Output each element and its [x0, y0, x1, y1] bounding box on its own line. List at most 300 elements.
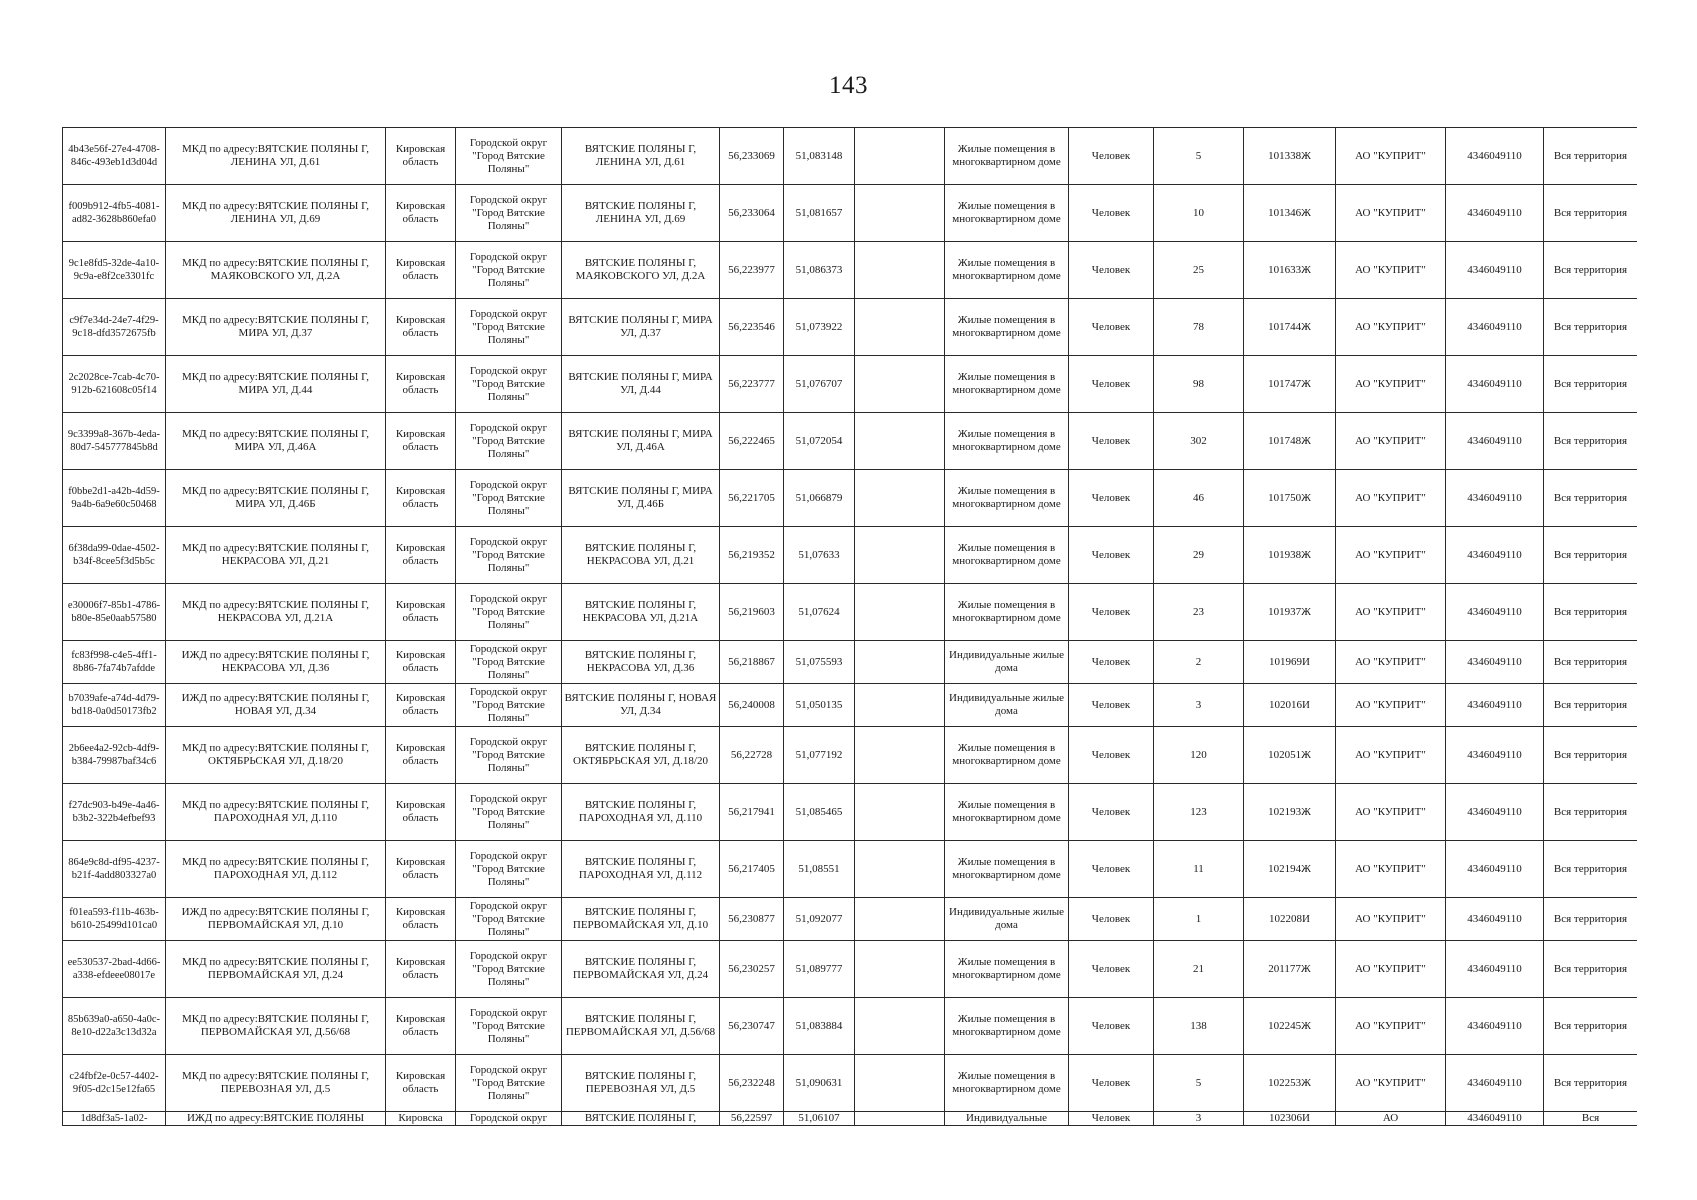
category-cell: Индивидуальные жилые дома: [945, 898, 1069, 941]
object-id-cell: 6f38da99-0dae-4502-b34f-8cee5f3d5b5c: [63, 527, 166, 584]
inn-cell: 4346049110: [1446, 128, 1544, 185]
address-cell: ВЯТСКИЕ ПОЛЯНЫ Г, МИРА УЛ, Д.46А: [562, 413, 720, 470]
inn-cell: 4346049110: [1446, 527, 1544, 584]
address-cell: ВЯТСКИЕ ПОЛЯНЫ Г, НОВАЯ УЛ, Д.34: [562, 684, 720, 727]
object-id-cell: 2b6ee4a2-92cb-4df9-b384-79987baf34c6: [63, 727, 166, 784]
empty-cell: [855, 413, 945, 470]
count-cell: 3: [1154, 684, 1244, 727]
district-cell: Городской округ "Город Вятские Поляны": [456, 128, 562, 185]
count-cell: 25: [1154, 242, 1244, 299]
object-id-cell: ee530537-2bad-4d66-a338-efdeee08017e: [63, 941, 166, 998]
region-cell: Кировская область: [386, 727, 456, 784]
inn-cell: 4346049110: [1446, 584, 1544, 641]
object-id-cell: b7039afe-a74d-4d79-bd18-0a0d50173fb2: [63, 684, 166, 727]
empty-cell: [855, 299, 945, 356]
table-row: [63, 784, 1638, 841]
table-row: [63, 185, 1638, 242]
unit-cell: Человек: [1069, 998, 1154, 1055]
district-cell: Городской округ "Город Вятские Поляны": [456, 727, 562, 784]
table-row: [63, 356, 1638, 413]
unit-cell: Человек: [1069, 128, 1154, 185]
inn-cell: 4346049110: [1446, 641, 1544, 684]
object-name-cell: МКД по адресу:ВЯТСКИЕ ПОЛЯНЫ Г, МИРА УЛ, Д.46Б: [166, 470, 386, 527]
region-cell: Кировская область: [386, 898, 456, 941]
region-cell: Кировская область: [386, 185, 456, 242]
empty-cell: [855, 242, 945, 299]
territory-cell: Вся территория: [1544, 941, 1638, 998]
longitude-cell: 51,072054: [784, 413, 855, 470]
object-name-cell: МКД по адресу:ВЯТСКИЕ ПОЛЯНЫ Г, МИРА УЛ, Д.37: [166, 299, 386, 356]
latitude-cell: 56,233064: [720, 185, 784, 242]
category-cell: Жилые помещения в многоквартирном доме: [945, 527, 1069, 584]
organization-cell: АО "КУПРИТ": [1336, 684, 1446, 727]
territory-cell: Вся территория: [1544, 998, 1638, 1055]
unit-cell: Человек: [1069, 470, 1154, 527]
table-row: [63, 413, 1638, 470]
category-cell: Жилые помещения в многоквартирном доме: [945, 784, 1069, 841]
inn-cell: 4346049110: [1446, 998, 1544, 1055]
category-cell: Индивидуальные жилые дома: [945, 684, 1069, 727]
category-cell: Жилые помещения в многоквартирном доме: [945, 413, 1069, 470]
object-id-cell: 85b639a0-a650-4a0c-8e10-d22a3c13d32a: [63, 998, 166, 1055]
code-cell: 102193Ж: [1244, 784, 1336, 841]
organization-cell: АО "КУПРИТ": [1336, 898, 1446, 941]
unit-cell: Человек: [1069, 185, 1154, 242]
code-cell: 101969И: [1244, 641, 1336, 684]
object-name-cell: ИЖД по адресу:ВЯТСКИЕ ПОЛЯНЫ: [166, 1112, 386, 1126]
region-cell: Кировская область: [386, 841, 456, 898]
latitude-cell: 56,223546: [720, 299, 784, 356]
address-cell: ВЯТСКИЕ ПОЛЯНЫ Г, ПАРОХОДНАЯ УЛ, Д.110: [562, 784, 720, 841]
table-row: [63, 299, 1638, 356]
object-name-cell: ИЖД по адресу:ВЯТСКИЕ ПОЛЯНЫ Г, ПЕРВОМАЙСКАЯ УЛ, Д.10: [166, 898, 386, 941]
latitude-cell: 56,222465: [720, 413, 784, 470]
organization-cell: АО "КУПРИТ": [1336, 841, 1446, 898]
longitude-cell: 51,085465: [784, 784, 855, 841]
table-row: [63, 998, 1638, 1055]
region-cell: Кировская область: [386, 413, 456, 470]
organization-cell: АО "КУПРИТ": [1336, 941, 1446, 998]
inn-cell: 4346049110: [1446, 898, 1544, 941]
region-cell: Кировская область: [386, 1055, 456, 1112]
address-cell: ВЯТСКИЕ ПОЛЯНЫ Г, НЕКРАСОВА УЛ, Д.36: [562, 641, 720, 684]
address-cell: ВЯТСКИЕ ПОЛЯНЫ Г, МАЯКОВСКОГО УЛ, Д.2А: [562, 242, 720, 299]
territory-cell: Вся территория: [1544, 356, 1638, 413]
district-cell: Городской округ: [456, 1112, 562, 1126]
organization-cell: АО "КУПРИТ": [1336, 356, 1446, 413]
district-cell: Городской округ "Город Вятские Поляны": [456, 641, 562, 684]
empty-cell: [855, 727, 945, 784]
organization-cell: АО "КУПРИТ": [1336, 470, 1446, 527]
inn-cell: 4346049110: [1446, 784, 1544, 841]
latitude-cell: 56,223777: [720, 356, 784, 413]
object-name-cell: МКД по адресу:ВЯТСКИЕ ПОЛЯНЫ Г, НЕКРАСОВА УЛ, Д.21: [166, 527, 386, 584]
table-row: [63, 898, 1638, 941]
territory-cell: Вся территория: [1544, 784, 1638, 841]
longitude-cell: 51,07624: [784, 584, 855, 641]
address-cell: ВЯТСКИЕ ПОЛЯНЫ Г, ЛЕНИНА УЛ, Д.69: [562, 185, 720, 242]
object-name-cell: ИЖД по адресу:ВЯТСКИЕ ПОЛЯНЫ Г, НЕКРАСОВА УЛ, Д.36: [166, 641, 386, 684]
latitude-cell: 56,232248: [720, 1055, 784, 1112]
longitude-cell: 51,086373: [784, 242, 855, 299]
territory-cell: Вся территория: [1544, 413, 1638, 470]
object-id-cell: fc83f998-c4e5-4ff1-8b86-7fa74b7afdde: [63, 641, 166, 684]
category-cell: Жилые помещения в многоквартирном доме: [945, 356, 1069, 413]
count-cell: 46: [1154, 470, 1244, 527]
table-row: [63, 684, 1638, 727]
territory-cell: Вся территория: [1544, 470, 1638, 527]
empty-cell: [855, 684, 945, 727]
count-cell: 5: [1154, 1055, 1244, 1112]
empty-cell: [855, 941, 945, 998]
region-cell: Кировская область: [386, 684, 456, 727]
object-name-cell: МКД по адресу:ВЯТСКИЕ ПОЛЯНЫ Г, ПАРОХОДНАЯ УЛ, Д.112: [166, 841, 386, 898]
count-cell: 2: [1154, 641, 1244, 684]
district-cell: Городской округ "Город Вятские Поляны": [456, 584, 562, 641]
unit-cell: Человек: [1069, 584, 1154, 641]
unit-cell: Человек: [1069, 641, 1154, 684]
latitude-cell: 56,230257: [720, 941, 784, 998]
inn-cell: 4346049110: [1446, 299, 1544, 356]
region-cell: Кировска: [386, 1112, 456, 1126]
table-row: [63, 470, 1638, 527]
longitude-cell: 51,050135: [784, 684, 855, 727]
longitude-cell: 51,07633: [784, 527, 855, 584]
inn-cell: 4346049110: [1446, 470, 1544, 527]
code-cell: 101744Ж: [1244, 299, 1336, 356]
territory-cell: Вся территория: [1544, 1055, 1638, 1112]
count-cell: 10: [1154, 185, 1244, 242]
organization-cell: АО "КУПРИТ": [1336, 242, 1446, 299]
count-cell: 78: [1154, 299, 1244, 356]
count-cell: 21: [1154, 941, 1244, 998]
latitude-cell: 56,223977: [720, 242, 784, 299]
territory-cell: Вся территория: [1544, 641, 1638, 684]
territory-cell: Вся территория: [1544, 684, 1638, 727]
code-cell: 201177Ж: [1244, 941, 1336, 998]
longitude-cell: 51,089777: [784, 941, 855, 998]
latitude-cell: 56,218867: [720, 641, 784, 684]
object-id-cell: 4b43e56f-27e4-4708-846c-493eb1d3d04d: [63, 128, 166, 185]
longitude-cell: 51,092077: [784, 898, 855, 941]
organization-cell: АО "КУПРИТ": [1336, 584, 1446, 641]
table-row: [63, 727, 1638, 784]
code-cell: 102245Ж: [1244, 998, 1336, 1055]
code-cell: 101748Ж: [1244, 413, 1336, 470]
count-cell: 120: [1154, 727, 1244, 784]
organization-cell: АО "КУПРИТ": [1336, 784, 1446, 841]
code-cell: 101633Ж: [1244, 242, 1336, 299]
territory-cell: Вся: [1544, 1112, 1638, 1126]
unit-cell: Человек: [1069, 941, 1154, 998]
object-id-cell: e30006f7-85b1-4786-b80e-85e0aab57580: [63, 584, 166, 641]
longitude-cell: 51,083884: [784, 998, 855, 1055]
longitude-cell: 51,090631: [784, 1055, 855, 1112]
empty-cell: [855, 128, 945, 185]
district-cell: Городской округ "Город Вятские Поляны": [456, 356, 562, 413]
address-cell: ВЯТСКИЕ ПОЛЯНЫ Г, МИРА УЛ, Д.37: [562, 299, 720, 356]
empty-cell: [855, 584, 945, 641]
category-cell: Жилые помещения в многоквартирном доме: [945, 470, 1069, 527]
region-cell: Кировская область: [386, 941, 456, 998]
code-cell: 102208И: [1244, 898, 1336, 941]
table-row: [63, 584, 1638, 641]
district-cell: Городской округ "Город Вятские Поляны": [456, 1055, 562, 1112]
organization-cell: АО: [1336, 1112, 1446, 1126]
longitude-cell: 51,075593: [784, 641, 855, 684]
organization-cell: АО "КУПРИТ": [1336, 998, 1446, 1055]
table-row: [63, 128, 1638, 185]
category-cell: Жилые помещения в многоквартирном доме: [945, 584, 1069, 641]
district-cell: Городской округ "Город Вятские Поляны": [456, 185, 562, 242]
address-cell: ВЯТСКИЕ ПОЛЯНЫ Г, ПАРОХОДНАЯ УЛ, Д.112: [562, 841, 720, 898]
unit-cell: Человек: [1069, 727, 1154, 784]
territory-cell: Вся территория: [1544, 584, 1638, 641]
table-row: [63, 242, 1638, 299]
category-cell: Жилые помещения в многоквартирном доме: [945, 128, 1069, 185]
object-id-cell: 864e9c8d-df95-4237-b21f-4add803327a0: [63, 841, 166, 898]
empty-cell: [855, 641, 945, 684]
longitude-cell: 51,083148: [784, 128, 855, 185]
unit-cell: Человек: [1069, 1055, 1154, 1112]
district-cell: Городской округ "Город Вятские Поляны": [456, 998, 562, 1055]
table-row: [63, 841, 1638, 898]
count-cell: 302: [1154, 413, 1244, 470]
registry-table-wrapper: [62, 127, 1637, 1190]
page-number: 143: [829, 72, 868, 99]
code-cell: 102306И: [1244, 1112, 1336, 1126]
count-cell: 23: [1154, 584, 1244, 641]
count-cell: 1: [1154, 898, 1244, 941]
category-cell: Жилые помещения в многоквартирном доме: [945, 727, 1069, 784]
latitude-cell: 56,240008: [720, 684, 784, 727]
object-id-cell: 9c1e8fd5-32de-4a10-9c9a-e8f2ce3301fc: [63, 242, 166, 299]
territory-cell: Вся территория: [1544, 242, 1638, 299]
object-name-cell: МКД по адресу:ВЯТСКИЕ ПОЛЯНЫ Г, ЛЕНИНА УЛ, Д.61: [166, 128, 386, 185]
empty-cell: [855, 898, 945, 941]
unit-cell: Человек: [1069, 684, 1154, 727]
latitude-cell: 56,22597: [720, 1112, 784, 1126]
region-cell: Кировская область: [386, 998, 456, 1055]
region-cell: Кировская область: [386, 242, 456, 299]
category-cell: Индивидуальные: [945, 1112, 1069, 1126]
code-cell: 102253Ж: [1244, 1055, 1336, 1112]
inn-cell: 4346049110: [1446, 1055, 1544, 1112]
address-cell: ВЯТСКИЕ ПОЛЯНЫ Г, ПЕРВОМАЙСКАЯ УЛ, Д.10: [562, 898, 720, 941]
organization-cell: АО "КУПРИТ": [1336, 727, 1446, 784]
organization-cell: АО "КУПРИТ": [1336, 1055, 1446, 1112]
empty-cell: [855, 998, 945, 1055]
table-row: [63, 1055, 1638, 1112]
latitude-cell: 56,233069: [720, 128, 784, 185]
empty-cell: [855, 784, 945, 841]
unit-cell: Человек: [1069, 242, 1154, 299]
inn-cell: 4346049110: [1446, 841, 1544, 898]
district-cell: Городской округ "Город Вятские Поляны": [456, 841, 562, 898]
district-cell: Городской округ "Город Вятские Поляны": [456, 470, 562, 527]
territory-cell: Вся территория: [1544, 727, 1638, 784]
latitude-cell: 56,217941: [720, 784, 784, 841]
region-cell: Кировская область: [386, 470, 456, 527]
organization-cell: АО "КУПРИТ": [1336, 527, 1446, 584]
inn-cell: 4346049110: [1446, 242, 1544, 299]
empty-cell: [855, 1112, 945, 1126]
count-cell: 29: [1154, 527, 1244, 584]
address-cell: ВЯТСКИЕ ПОЛЯНЫ Г,: [562, 1112, 720, 1126]
longitude-cell: 51,076707: [784, 356, 855, 413]
category-cell: Жилые помещения в многоквартирном доме: [945, 1055, 1069, 1112]
address-cell: ВЯТСКИЕ ПОЛЯНЫ Г, НЕКРАСОВА УЛ, Д.21: [562, 527, 720, 584]
count-cell: 138: [1154, 998, 1244, 1055]
longitude-cell: 51,077192: [784, 727, 855, 784]
code-cell: 101346Ж: [1244, 185, 1336, 242]
longitude-cell: 51,066879: [784, 470, 855, 527]
count-cell: 11: [1154, 841, 1244, 898]
unit-cell: Человек: [1069, 413, 1154, 470]
empty-cell: [855, 841, 945, 898]
territory-cell: Вся территория: [1544, 185, 1638, 242]
territory-cell: Вся территория: [1544, 841, 1638, 898]
territory-cell: Вся территория: [1544, 299, 1638, 356]
code-cell: 101937Ж: [1244, 584, 1336, 641]
district-cell: Городской округ "Город Вятские Поляны": [456, 242, 562, 299]
object-name-cell: МКД по адресу:ВЯТСКИЕ ПОЛЯНЫ Г, ПЕРЕВОЗНАЯ УЛ, Д.5: [166, 1055, 386, 1112]
organization-cell: АО "КУПРИТ": [1336, 413, 1446, 470]
object-id-cell: f01ea593-f11b-463b-b610-25499d101ca0: [63, 898, 166, 941]
count-cell: 98: [1154, 356, 1244, 413]
district-cell: Городской округ "Город Вятские Поляны": [456, 784, 562, 841]
address-cell: ВЯТСКИЕ ПОЛЯНЫ Г, МИРА УЛ, Д.46Б: [562, 470, 720, 527]
object-name-cell: МКД по адресу:ВЯТСКИЕ ПОЛЯНЫ Г, МИРА УЛ, Д.44: [166, 356, 386, 413]
category-cell: Жилые помещения в многоквартирном доме: [945, 185, 1069, 242]
district-cell: Городской округ "Город Вятские Поляны": [456, 527, 562, 584]
inn-cell: 4346049110: [1446, 356, 1544, 413]
unit-cell: Человек: [1069, 1112, 1154, 1126]
category-cell: Жилые помещения в многоквартирном доме: [945, 242, 1069, 299]
code-cell: 101750Ж: [1244, 470, 1336, 527]
latitude-cell: 56,221705: [720, 470, 784, 527]
table-row: [63, 641, 1638, 684]
region-cell: Кировская область: [386, 128, 456, 185]
latitude-cell: 56,230877: [720, 898, 784, 941]
object-name-cell: МКД по адресу:ВЯТСКИЕ ПОЛЯНЫ Г, НЕКРАСОВА УЛ, Д.21А: [166, 584, 386, 641]
latitude-cell: 56,217405: [720, 841, 784, 898]
organization-cell: АО "КУПРИТ": [1336, 185, 1446, 242]
inn-cell: 4346049110: [1446, 413, 1544, 470]
inn-cell: 4346049110: [1446, 684, 1544, 727]
latitude-cell: 56,230747: [720, 998, 784, 1055]
code-cell: 102016И: [1244, 684, 1336, 727]
object-id-cell: f0bbe2d1-a42b-4d59-9a4b-6a9e60c50468: [63, 470, 166, 527]
organization-cell: АО "КУПРИТ": [1336, 641, 1446, 684]
organization-cell: АО "КУПРИТ": [1336, 299, 1446, 356]
object-id-cell: f27dc903-b49e-4a46-b3b2-322b4efbef93: [63, 784, 166, 841]
count-cell: 123: [1154, 784, 1244, 841]
code-cell: 101338Ж: [1244, 128, 1336, 185]
unit-cell: Человек: [1069, 299, 1154, 356]
district-cell: Городской округ "Город Вятские Поляны": [456, 941, 562, 998]
district-cell: Городской округ "Город Вятские Поляны": [456, 299, 562, 356]
district-cell: Городской округ "Город Вятские Поляны": [456, 413, 562, 470]
object-name-cell: МКД по адресу:ВЯТСКИЕ ПОЛЯНЫ Г, ПЕРВОМАЙСКАЯ УЛ, Д.56/68: [166, 998, 386, 1055]
address-cell: ВЯТСКИЕ ПОЛЯНЫ Г, ЛЕНИНА УЛ, Д.61: [562, 128, 720, 185]
region-cell: Кировская область: [386, 299, 456, 356]
object-id-cell: 2c2028ce-7cab-4c70-912b-621608c05f14: [63, 356, 166, 413]
territory-cell: Вся территория: [1544, 128, 1638, 185]
category-cell: Жилые помещения в многоквартирном доме: [945, 941, 1069, 998]
unit-cell: Человек: [1069, 356, 1154, 413]
latitude-cell: 56,22728: [720, 727, 784, 784]
address-cell: ВЯТСКИЕ ПОЛЯНЫ Г, ПЕРВОМАЙСКАЯ УЛ, Д.56/68: [562, 998, 720, 1055]
empty-cell: [855, 527, 945, 584]
inn-cell: 4346049110: [1446, 185, 1544, 242]
object-name-cell: МКД по адресу:ВЯТСКИЕ ПОЛЯНЫ Г, ПЕРВОМАЙСКАЯ УЛ, Д.24: [166, 941, 386, 998]
region-cell: Кировская область: [386, 784, 456, 841]
address-cell: ВЯТСКИЕ ПОЛЯНЫ Г, ОКТЯБРЬСКАЯ УЛ, Д.18/20: [562, 727, 720, 784]
table-row: [63, 941, 1638, 998]
region-cell: Кировская область: [386, 527, 456, 584]
code-cell: 102194Ж: [1244, 841, 1336, 898]
object-name-cell: МКД по адресу:ВЯТСКИЕ ПОЛЯНЫ Г, МИРА УЛ, Д.46А: [166, 413, 386, 470]
territory-cell: Вся территория: [1544, 898, 1638, 941]
address-cell: ВЯТСКИЕ ПОЛЯНЫ Г, МИРА УЛ, Д.44: [562, 356, 720, 413]
longitude-cell: 51,073922: [784, 299, 855, 356]
registry-table: [62, 127, 1637, 1126]
object-id-cell: c9f7e34d-24e7-4f29-9c18-dfd3572675fb: [63, 299, 166, 356]
category-cell: Жилые помещения в многоквартирном доме: [945, 841, 1069, 898]
longitude-cell: 51,08551: [784, 841, 855, 898]
object-id-cell: c24fbf2e-0c57-4402-9f05-d2c15e12fa65: [63, 1055, 166, 1112]
region-cell: Кировская область: [386, 641, 456, 684]
category-cell: Жилые помещения в многоквартирном доме: [945, 998, 1069, 1055]
address-cell: ВЯТСКИЕ ПОЛЯНЫ Г, НЕКРАСОВА УЛ, Д.21А: [562, 584, 720, 641]
object-name-cell: МКД по адресу:ВЯТСКИЕ ПОЛЯНЫ Г, МАЯКОВСКОГО УЛ, Д.2А: [166, 242, 386, 299]
object-name-cell: ИЖД по адресу:ВЯТСКИЕ ПОЛЯНЫ Г, НОВАЯ УЛ, Д.34: [166, 684, 386, 727]
address-cell: ВЯТСКИЕ ПОЛЯНЫ Г, ПЕРВОМАЙСКАЯ УЛ, Д.24: [562, 941, 720, 998]
object-name-cell: МКД по адресу:ВЯТСКИЕ ПОЛЯНЫ Г, ОКТЯБРЬСКАЯ УЛ, Д.18/20: [166, 727, 386, 784]
empty-cell: [855, 1055, 945, 1112]
unit-cell: Человек: [1069, 784, 1154, 841]
region-cell: Кировская область: [386, 356, 456, 413]
code-cell: 101938Ж: [1244, 527, 1336, 584]
territory-cell: Вся территория: [1544, 527, 1638, 584]
object-id-cell: 1d8df3a5-1a02-: [63, 1112, 166, 1126]
table-row: [63, 1112, 1638, 1126]
organization-cell: АО "КУПРИТ": [1336, 128, 1446, 185]
empty-cell: [855, 470, 945, 527]
code-cell: 101747Ж: [1244, 356, 1336, 413]
object-id-cell: 9c3399a8-367b-4eda-80d7-545777845b8d: [63, 413, 166, 470]
count-cell: 5: [1154, 128, 1244, 185]
unit-cell: Человек: [1069, 527, 1154, 584]
inn-cell: 4346049110: [1446, 727, 1544, 784]
table-row: [63, 527, 1638, 584]
inn-cell: 4346049110: [1446, 1112, 1544, 1126]
object-id-cell: f009b912-4fb5-4081-ad82-3628b860efa0: [63, 185, 166, 242]
inn-cell: 4346049110: [1446, 941, 1544, 998]
object-name-cell: МКД по адресу:ВЯТСКИЕ ПОЛЯНЫ Г, ЛЕНИНА УЛ, Д.69: [166, 185, 386, 242]
code-cell: 102051Ж: [1244, 727, 1336, 784]
category-cell: Индивидуальные жилые дома: [945, 641, 1069, 684]
district-cell: Городской округ "Город Вятские Поляны": [456, 898, 562, 941]
unit-cell: Человек: [1069, 898, 1154, 941]
latitude-cell: 56,219352: [720, 527, 784, 584]
latitude-cell: 56,219603: [720, 584, 784, 641]
longitude-cell: 51,06107: [784, 1112, 855, 1126]
empty-cell: [855, 185, 945, 242]
region-cell: Кировская область: [386, 584, 456, 641]
empty-cell: [855, 356, 945, 413]
